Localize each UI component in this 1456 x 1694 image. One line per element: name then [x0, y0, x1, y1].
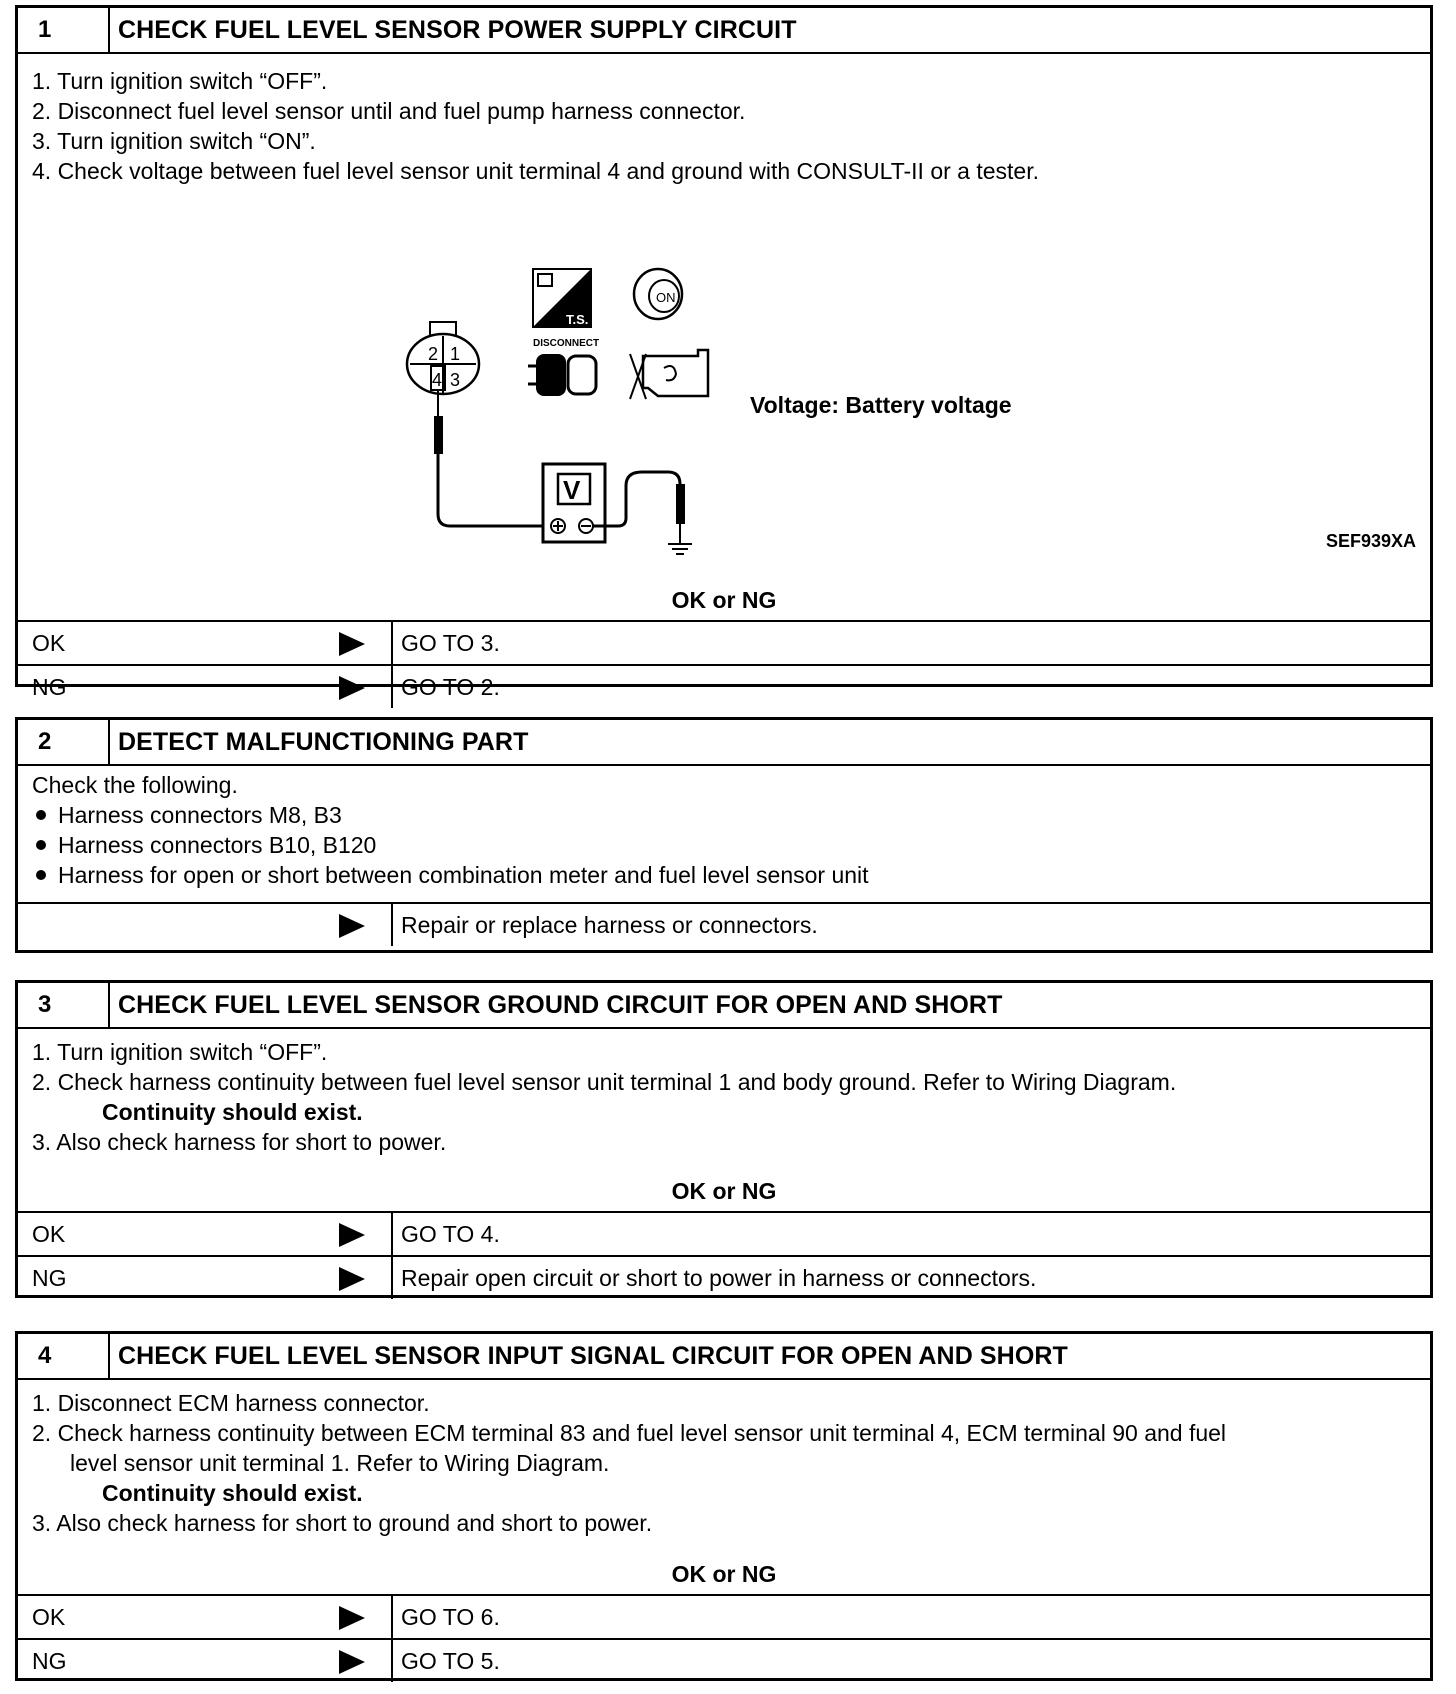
step-number: 1 [18, 8, 110, 52]
step-title: DETECT MALFUNCTIONING PART [118, 728, 529, 756]
step-title: CHECK FUEL LEVEL SENSOR INPUT SIGNAL CIRCUIT FOR OPEN AND SHORT [118, 1342, 1068, 1370]
pin-label: 4 [432, 370, 443, 390]
disconnect-label: DISCONNECT [533, 338, 600, 349]
result-label: OK [32, 1221, 66, 1247]
result-action: GO TO 2. [401, 674, 500, 700]
engine-stopped-icon [630, 350, 708, 399]
step-3-box [15, 980, 1433, 1298]
step-instruction: 3. Also check harness for short to power. [32, 1129, 447, 1155]
step-number: 4 [18, 1334, 110, 1378]
step-title: CHECK FUEL LEVEL SENSOR GROUND CIRCUIT FOR OPEN AND SHORT [118, 991, 1003, 1019]
key-on-label: ON [656, 290, 676, 305]
result-action: Repair or replace harness or connectors. [401, 912, 818, 938]
negative-probe-ground [593, 472, 692, 554]
arrow-icon [339, 632, 365, 656]
result-row-ok [18, 1211, 1430, 1255]
result-action: GO TO 3. [401, 630, 500, 656]
step-instruction: 1. Turn ignition switch “OFF”. [32, 1039, 328, 1065]
arrow-icon [339, 1650, 365, 1674]
step-2-header [18, 720, 1430, 766]
result-label: NG [32, 1265, 67, 1291]
step-number: 2 [18, 720, 110, 764]
step-instruction: 2. Check harness continuity between ECM terminal 83 and fuel level sensor unit terminal 4, ECM terminal 90 and fuel [32, 1420, 1227, 1446]
spec-text: Continuity should exist. [102, 1480, 363, 1506]
result-action: GO TO 4. [401, 1221, 500, 1247]
step-1-body [18, 54, 1430, 580]
result-label: NG [32, 674, 67, 700]
ok-ng-label: OK or NG [671, 1178, 777, 1204]
voltmeter-icon [543, 464, 605, 542]
step-instruction: 1. Turn ignition switch “OFF”. [32, 68, 328, 94]
ts-label: T.S. [566, 312, 589, 327]
result-row-ng [18, 664, 1430, 708]
step-2-box [15, 717, 1433, 953]
voltage-test-diagram [18, 54, 1430, 574]
result-row-ng [18, 1638, 1430, 1682]
arrow-icon [339, 1606, 365, 1630]
step-instruction-continued: level sensor unit terminal 1. Refer to Wiring Diagram. [70, 1450, 610, 1476]
step-3-body [18, 1029, 1430, 1171]
result-action: Repair open circuit or short to power in harness or connectors. [401, 1265, 1037, 1291]
arrow-icon [339, 676, 365, 700]
bullet-icon [36, 810, 46, 820]
result-label: OK [32, 1604, 66, 1630]
step-instruction: 2. Disconnect fuel level sensor until and fuel pump harness connector. [32, 98, 746, 124]
spec-text: Continuity should exist. [102, 1099, 363, 1125]
ts-icon [533, 269, 591, 327]
step-4-box [15, 1331, 1433, 1681]
check-item: Harness for open or short between combination meter and fuel level sensor unit [32, 860, 1416, 890]
bullet-icon [36, 840, 46, 850]
figure-reference-code: SEF939XA [1325, 531, 1416, 551]
step-4-header [18, 1334, 1430, 1380]
ok-ng-label: OK or NG [671, 587, 777, 613]
step-instruction: 4. Check voltage between fuel level sensor unit terminal 4 and ground with CONSULT-II or a tester. [32, 158, 1039, 184]
step-instruction: 3. Turn ignition switch “ON”. [32, 128, 316, 154]
pin-label: 1 [450, 344, 461, 364]
pin-label: 3 [450, 370, 461, 390]
step-4-body [18, 1380, 1430, 1554]
arrow-icon [339, 914, 365, 938]
meter-v-label: V [563, 475, 581, 505]
result-action: GO TO 5. [401, 1648, 500, 1674]
intro-text: Check the following. [32, 772, 238, 798]
step-1-box [15, 5, 1433, 700]
arrow-icon [339, 1267, 365, 1291]
step-1-header [18, 8, 1430, 54]
step-instruction: 1. Disconnect ECM harness connector. [32, 1390, 430, 1416]
step-3-header [18, 983, 1430, 1029]
positive-probe [434, 390, 553, 526]
result-action: GO TO 6. [401, 1604, 500, 1630]
result-label: OK [32, 630, 66, 656]
disconnect-connector-icon [528, 354, 596, 396]
step-number: 3 [18, 983, 110, 1027]
step-instruction: 3. Also check harness for short to ground and short to power. [32, 1510, 653, 1536]
voltage-spec: Voltage: Battery voltage [750, 392, 1012, 418]
ignition-key-on-icon [634, 269, 682, 319]
check-item: Harness connectors M8, B3 [32, 800, 1416, 830]
result-row-ok [18, 620, 1430, 664]
result-label: NG [32, 1648, 67, 1674]
ok-ng-label: OK or NG [671, 1561, 777, 1587]
result-row-ok [18, 1594, 1430, 1638]
fuel-level-sensor-connector [407, 322, 479, 394]
arrow-icon [339, 1223, 365, 1247]
result-row-ng [18, 1255, 1430, 1299]
bullet-icon [36, 870, 46, 880]
step-instruction: 2. Check harness continuity between fuel level sensor unit terminal 1 and body ground. Refer to Wiring Diagram. [32, 1069, 1177, 1095]
pin-label: 2 [428, 344, 439, 364]
step-2-body [18, 766, 1430, 902]
check-item: Harness connectors B10, B120 [32, 830, 1416, 860]
result-row [18, 902, 1430, 946]
step-title: CHECK FUEL LEVEL SENSOR POWER SUPPLY CIRCUIT [118, 16, 797, 44]
